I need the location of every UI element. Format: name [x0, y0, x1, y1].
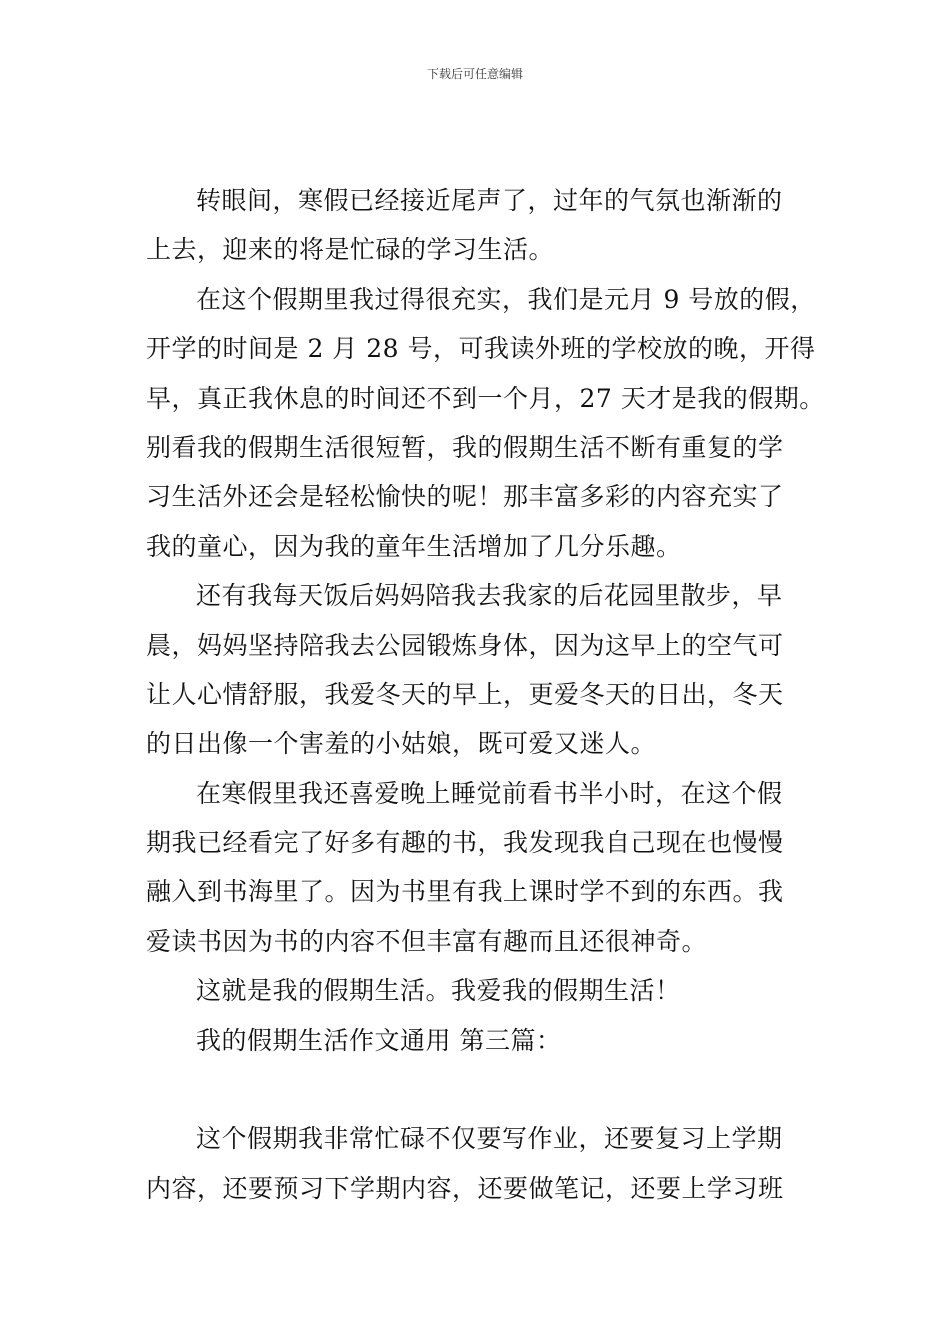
document-body — [146, 176, 826, 1213]
text-line: 我的童心，因为我的童年生活增加了几分乐趣。 — [146, 531, 682, 561]
text-line: 内容，还要预习下学期内容，还要做笔记，还要上学习班 — [146, 1173, 784, 1203]
text-line: 期我已经看完了好多有趣的书，我发现我自己现在也慢慢 — [146, 828, 784, 858]
text-line: 还有我每天饭后妈妈陪我去我家的后花园里散步，早 — [196, 581, 783, 611]
text-line: 爱读书因为书的内容不但丰富有趣而且还很神奇。 — [146, 926, 708, 956]
section-heading: 我的假期生活作文通用 第三篇： — [196, 1025, 562, 1055]
text-line: 转眼间，寒假已经接近尾声了，过年的气氛也渐渐的 — [196, 186, 783, 215]
text-line: 在这个假期里我过得很充实，我们是元月 9 号放的假， — [196, 284, 816, 314]
text-line: 开学的时间是 2 月 28 号，可我读外班的学校放的晚，开得 — [146, 334, 816, 364]
page-header: 下载后可任意编辑 — [426, 67, 523, 81]
text-line: 上去，迎来的将是忙碌的学习生活。 — [146, 235, 555, 265]
text-line: 的日出像一个害羞的小姑娘，既可爱又迷人。 — [146, 729, 657, 759]
blank-line — [146, 1065, 826, 1114]
text-line: 晨，妈妈坚持陪我去公园锻炼身体，因为这早上的空气可 — [146, 630, 784, 660]
text-line: 融入到书海里了。因为书里有我上课时学不到的东西。我 — [146, 877, 784, 907]
text-line: 这就是我的假期生活。我爱我的假期生活！ — [196, 976, 681, 1006]
text-line: 别看我的假期生活很短暂，我的假期生活不断有重复的学 — [146, 432, 784, 462]
text-line: 让人心情舒服，我爱冬天的早上，更爱冬天的日出，冬天 — [146, 679, 784, 709]
text-line: 在寒假里我还喜爱晚上睡觉前看书半小时，在这个假 — [196, 778, 783, 808]
text-line: 习生活外还会是轻松愉快的呢！那丰富多彩的内容充实了 — [146, 482, 784, 512]
text-line: 早，真正我休息的时间还不到一个月，27 天才是我的假期。 — [146, 383, 825, 413]
text-line: 这个假期我非常忙碌不仅要写作业，还要复习上学期 — [196, 1124, 783, 1154]
